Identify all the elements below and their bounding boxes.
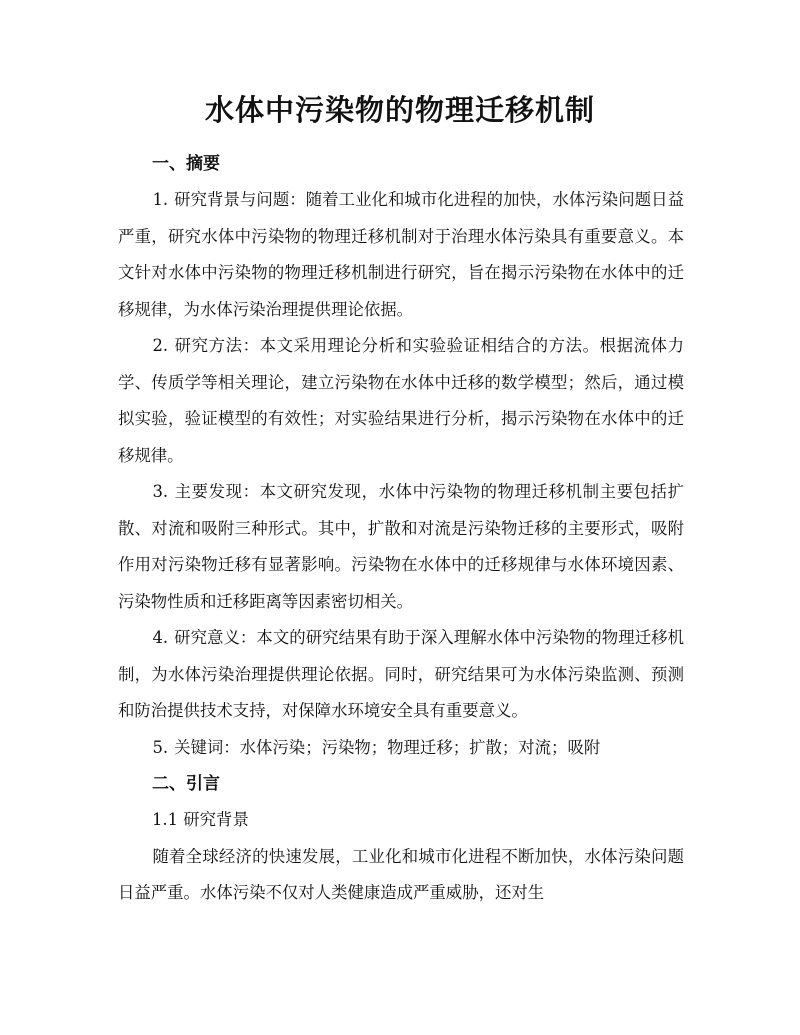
abstract-item-1 — [118, 182, 684, 328]
document-title: 水体中污染物的物理迁移机制 — [204, 93, 595, 127]
abstract-item-4 — [118, 620, 684, 730]
abstract-item-text: 研究方法：本文采用理论分析和实验验证相结合的方法。根据流体力学、传质学等相关理论，建立污染物在水体中迁移的数学模型；然后，通过模拟实验，验证模型的有效性；对实验结果进行分析，揭示污染物在水体中的迁移规律。 — [118, 336, 684, 465]
intro-paragraph: 随着全球经济的快速发展，工业化和城市化进程不断加快，水体污染问题日益严重。水体污染不仅对人类健康造成严重威胁，还对生 — [118, 846, 684, 902]
abstract-item-number: 3. — [152, 482, 169, 501]
abstract-item-number: 2. — [152, 336, 169, 355]
abstract-item-2 — [118, 328, 684, 474]
abstract-item-text: 主要发现：本文研究发现，水体中污染物的物理迁移机制主要包括扩散、对流和吸附三种形式。其中，扩散和对流是污染物迁移的主要形式，吸附作用对污染物迁移有显著影响。污染物在水体中的迁移规律与水体环境因素、污染物性质和迁移距离等因素密切相关。 — [118, 482, 684, 611]
intro-subheading: 1.1 研究背景 — [152, 810, 249, 829]
document-body — [118, 146, 684, 912]
abstract-item-number: 1. — [152, 190, 169, 209]
abstract-item-text: 关键词：水体污染；污染物；物理迁移；扩散；对流；吸附 — [174, 737, 601, 757]
abstract-item-number: 5. — [152, 737, 169, 757]
intro-heading: 二、引言 — [152, 774, 220, 794]
abstract-item-5-keywords — [118, 730, 684, 767]
abstract-item-text: 研究背景与问题：随着工业化和城市化进程的加快，水体污染问题日益严重，研究水体中污染物的物理迁移机制对于治理水体污染具有重要意义。本文针对水体中污染物的物理迁移机制进行研究，旨在揭示污染物在水体中的迁移规律，为水体污染治理提供理论依据。 — [118, 190, 684, 319]
abstract-item-number: 4. — [152, 628, 169, 647]
abstract-item-text: 研究意义：本文的研究结果有助于深入理解水体中污染物的物理迁移机制，为水体污染治理提供理论依据。同时，研究结果可为水体污染监测、预测和防治提供技术支持，对保障水环境安全具有重要意义。 — [118, 628, 684, 720]
abstract-item-3 — [118, 474, 684, 620]
abstract-heading: 一、摘要 — [152, 154, 220, 174]
